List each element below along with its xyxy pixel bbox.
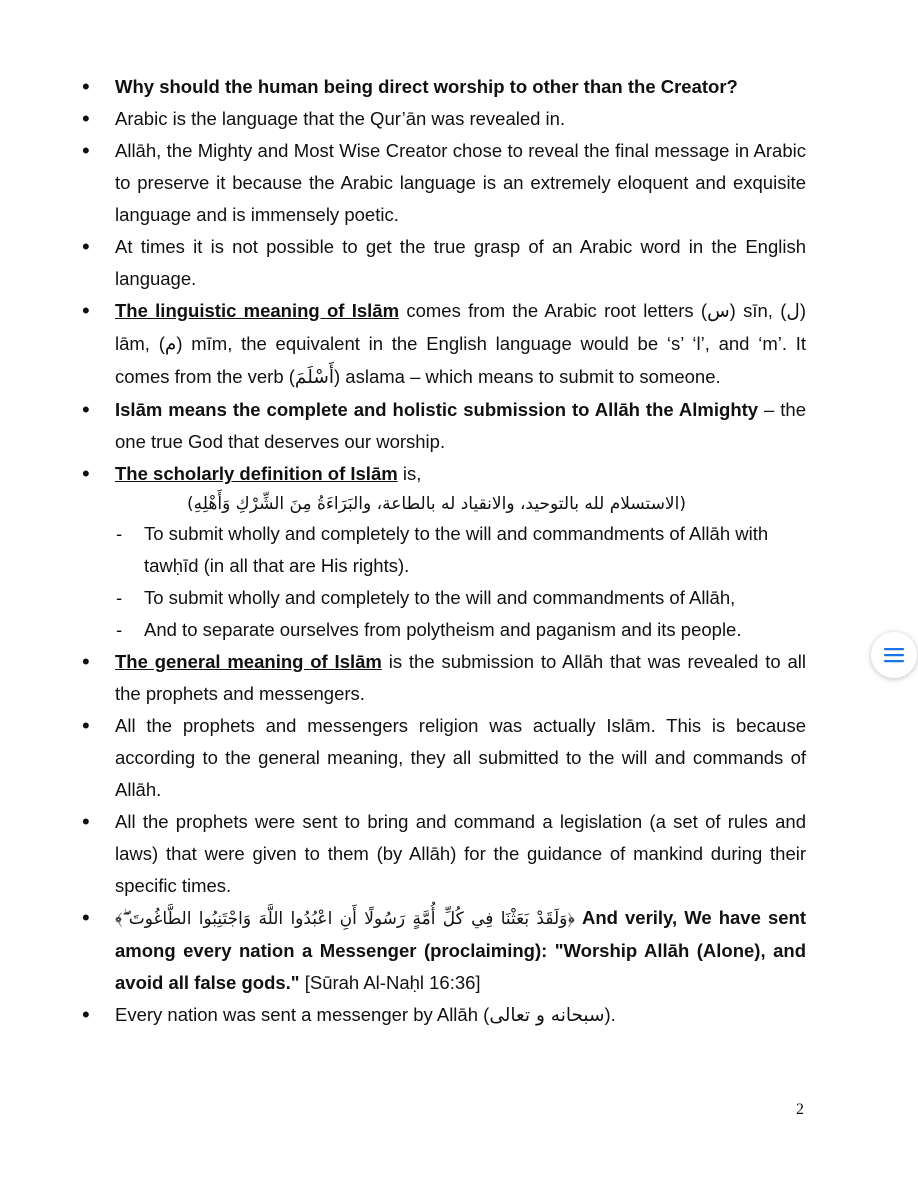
bullet-every-nation — [82, 999, 806, 1032]
bullet-islam-means — [82, 394, 806, 458]
linguistic-meaning-heading: The linguistic meaning of Islām — [115, 300, 400, 321]
bullet-prophets-religion — [82, 710, 806, 806]
bullet-question — [82, 71, 806, 103]
bullet-list — [82, 71, 806, 518]
bullet-text: All the prophets and messengers religion was actually Islām. This is because according to the general meaning, they all submitted to the will and commands of Allāh. — [115, 715, 806, 800]
bullet-text: ). — [604, 1004, 616, 1025]
bullet-quran-verse — [82, 902, 806, 999]
sub-item: - To submit wholly and completely to the will and commandments of Allāh, — [82, 582, 806, 614]
bullet-true-grasp — [82, 231, 806, 295]
islam-means-bold: Islām means the complete and holistic submission to Allāh the Almighty — [115, 399, 759, 420]
arabic-definition: (الاستسلام لله بالتوحيد، والانقياد له بالطاعة، والبَرَاءَةُ مِنَ الشِّرْكِ وَأَهْلِهِ) — [187, 494, 686, 514]
bullet-text: Every nation was sent a messenger by Allāh ( — [115, 1004, 490, 1025]
sub-item: - To submit wholly and completely to the will and commandments of Allāh with tawḥīd (in all that are His rights). — [82, 518, 806, 582]
bullet-text: is the submission to Allāh that was revealed to all the prophets and messengers. — [115, 651, 807, 704]
bullet-text: – the one true God that deserves our worship. — [115, 399, 806, 452]
bullet-text: Allāh, the Mighty and Most Wise Creator chose to reveal the final message in Arabic to preserve it because the Arabic language is an extremely eloquent and exquisite language and is immensely poetic. — [115, 140, 806, 225]
arabic-subhanahu: سبحانه و تعالى — [489, 1005, 605, 1026]
bullet-text: ) lām, ( — [115, 300, 806, 354]
bullet-scholarly-definition — [82, 458, 806, 518]
floating-menu-button[interactable] — [871, 632, 917, 678]
bullet-text: ) sīn, ( — [729, 300, 787, 321]
quran-verse-arabic: ﴿وَلَقَدْ بَعَثْنَا فِي كُلِّ أُمَّةٍ رَسُولًا أَنِ اعْبُدُوا اللَّهَ وَاجْتَنِبُوا الطَّاغُوتَ ۖ﴾ — [115, 909, 575, 929]
arabic-letter-lam: ل — [786, 301, 800, 322]
bullet-final-message — [82, 135, 806, 231]
arabic-verb-aslama: أَسْلَمَ — [294, 367, 334, 388]
scholarly-definition-heading: The scholarly definition of Islām — [115, 463, 398, 484]
bullet-arabic-language — [82, 103, 806, 135]
bullet-text: comes from the Arabic root letters ( — [399, 300, 708, 321]
menu-lines-icon — [883, 646, 905, 664]
bullet-text: ) mīm, the equivalent in the English language would be ‘s’ ‘l’, and ‘m’. It comes from the verb ( — [115, 333, 807, 387]
question-text: Why should the human being direct worship to other than the Creator? — [115, 76, 738, 97]
definition-sublist — [82, 518, 806, 646]
verse-translation: And verily, We have sent among every nation a Messenger (proclaiming): "Worship Allāh (Alone), and avoid all false gods." — [115, 907, 806, 993]
bullet-text: Arabic is the language that the Qur’ān was revealed in. — [115, 108, 566, 129]
verse-reference: [Sūrah Al-Naḥl 16:36] — [299, 972, 481, 993]
arabic-letter-sin: س — [707, 301, 730, 322]
bullet-legislation — [82, 806, 806, 902]
page-content — [82, 71, 806, 1032]
arabic-letter-mim: م — [164, 334, 177, 355]
bullet-text: At times it is not possible to get the true grasp of an Arabic word in the English language. — [115, 236, 806, 289]
bullet-text: is, — [397, 463, 422, 484]
bullet-text: ) aslama – which means to submit to someone. — [334, 366, 721, 387]
bullet-text: All the prophets were sent to bring and command a legislation (a set of rules and laws) that were given to them (by Allāh) for the guidance of mankind during their specific times. — [115, 811, 806, 896]
bullet-linguistic-meaning — [82, 295, 806, 394]
general-meaning-heading: The general meaning of Islām — [115, 651, 382, 672]
bullet-general-meaning — [82, 646, 806, 710]
sub-item: - And to separate ourselves from polytheism and paganism and its people. — [82, 614, 806, 646]
page-number: 2 — [796, 1101, 804, 1118]
bullet-list-continued — [82, 646, 806, 1032]
